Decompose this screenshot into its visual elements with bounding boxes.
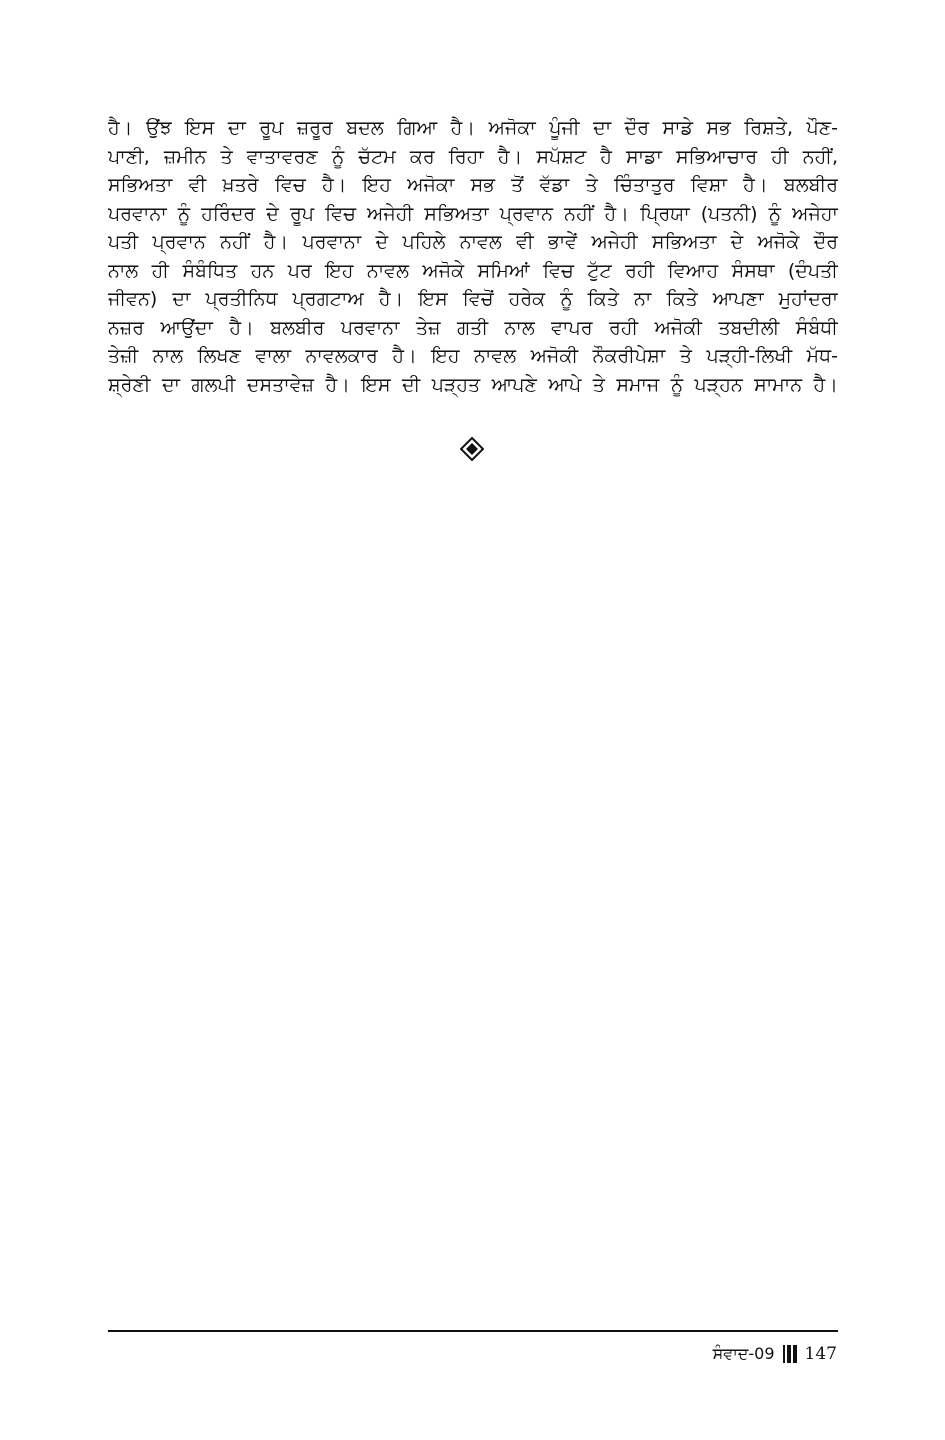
text-line: ਸ਼੍ਰੇਣੀ ਦਾ ਗਲਪੀ ਦਸਤਾਵੇਜ਼ ਹੈ। ਇਸ ਦੀ ਪੜ੍ਹਤ ਆਪਣੇ ਆਪੇ ਤੇ ਸਮਾਜ ਨੂੰ ਪੜ੍ਹਨ ਸਾਮਾਨ ਹੈ। <box>108 373 838 396</box>
text-line: ਪਾਣੀ, ਜ਼ਮੀਨ ਤੇ ਵਾਤਾਵਰਣ ਨੂੰ ਚੱਟਮ ਕਰ ਰਿਹਾ ਹੈ। ਸਪੱਸ਼ਟ ਹੈ ਸਾਡਾ ਸਭਿਆਚਾਰ ਹੀ ਨਹੀਂ, <box>108 145 838 168</box>
text-line: ਜੀਵਨ) ਦਾ ਪ੍ਰਤੀਨਿਧ ਪ੍ਰਗਟਾਅ ਹੈ। ਇਸ ਵਿਚੋਂ ਹਰੇਕ ਨੂੰ ਕਿਤੇ ਨਾ ਕਿਤੇ ਆਪਣਾ ਮੁਹਾਂਦਰਾ <box>108 288 838 310</box>
text-line: ਨਜ਼ਰ ਆਉਂਦਾ ਹੈ। ਬਲਬੀਰ ਪਰਵਾਨਾ ਤੇਜ਼ ਗਤੀ ਨਾਲ ਵਾਪਰ ਰਹੀ ਅਜੋਕੀ ਤਬਦੀਲੀ ਸੰਬੰਧੀ <box>108 316 838 339</box>
body-paragraph <box>108 114 838 399</box>
text-line: ਪਤੀ ਪ੍ਰਵਾਨ ਨਹੀਂ ਹੈ। ਪਰਵਾਨਾ ਦੇ ਪਹਿਲੇ ਨਾਵਲ ਵੀ ਭਾਵੇਂ ਅਜੇਹੀ ਸਭਿਅਤਾ ਦੇ ਅਜੋਕੇ ਦੌਰ <box>108 231 838 253</box>
page-footer <box>713 1342 837 1366</box>
page-number: 147 <box>804 1344 837 1364</box>
text-line: ਤੇਜ਼ੀ ਨਾਲ ਲਿਖਣ ਵਾਲਾ ਨਾਵਲਕਾਰ ਹੈ। ਇਹ ਨਾਵਲ ਅਜੋਕੀ ਨੌਕਰੀਪੇਸ਼ਾ ਤੇ ਪੜ੍ਹੀ-ਲਿਖੀ ਮੱਧ- <box>108 345 838 367</box>
diamond-ornament-icon <box>460 437 484 461</box>
text-line: ਸਭਿਅਤਾ ਵੀ ਖ਼ਤਰੇ ਵਿਚ ਹੈ। ਇਹ ਅਜੋਕਾ ਸਭ ਤੋਂ ਵੱਡਾ ਤੇ ਚਿੰਤਾਤੁਰ ਵਿਸ਼ਾ ਹੈ। ਬਲਬੀਰ <box>108 174 838 196</box>
vertical-bars-icon <box>783 1345 797 1363</box>
footer-divider <box>108 1330 838 1332</box>
journal-name: ਸੰਵਾਦ-09 <box>712 1344 775 1363</box>
text-line: ਪਰਵਾਨਾ ਨੂੰ ਹਰਿੰਦਰ ਦੇ ਰੂਪ ਵਿਚ ਅਜੇਹੀ ਸਭਿਅਤਾ ਪ੍ਰਵਾਨ ਨਹੀਂ ਹੈ। ਪ੍ਰਿਯਾ (ਪਤਨੀ) ਨੂੰ ਅਜੇਹਾ <box>108 202 838 225</box>
text-line: ਹੈ। ਉਂਝ ਇਸ ਦਾ ਰੂਪ ਜ਼ਰੂਰ ਬਦਲ ਗਿਆ ਹੈ। ਅਜੋਕਾ ਪੂੰਜੀ ਦਾ ਦੌਰ ਸਾਡੇ ਸਭ ਰਿਸ਼ਤੇ, ਪੌਣ- <box>108 117 838 139</box>
text-line: ਨਾਲ ਹੀ ਸੰਬੰਧਿਤ ਹਨ ਪਰ ਇਹ ਨਾਵਲ ਅਜੋਕੇ ਸਮਿਆਂ ਵਿਚ ਟੁੱਟ ਰਹੀ ਵਿਆਹ ਸੰਸਥਾ (ਦੰਪਤੀ <box>108 259 838 282</box>
